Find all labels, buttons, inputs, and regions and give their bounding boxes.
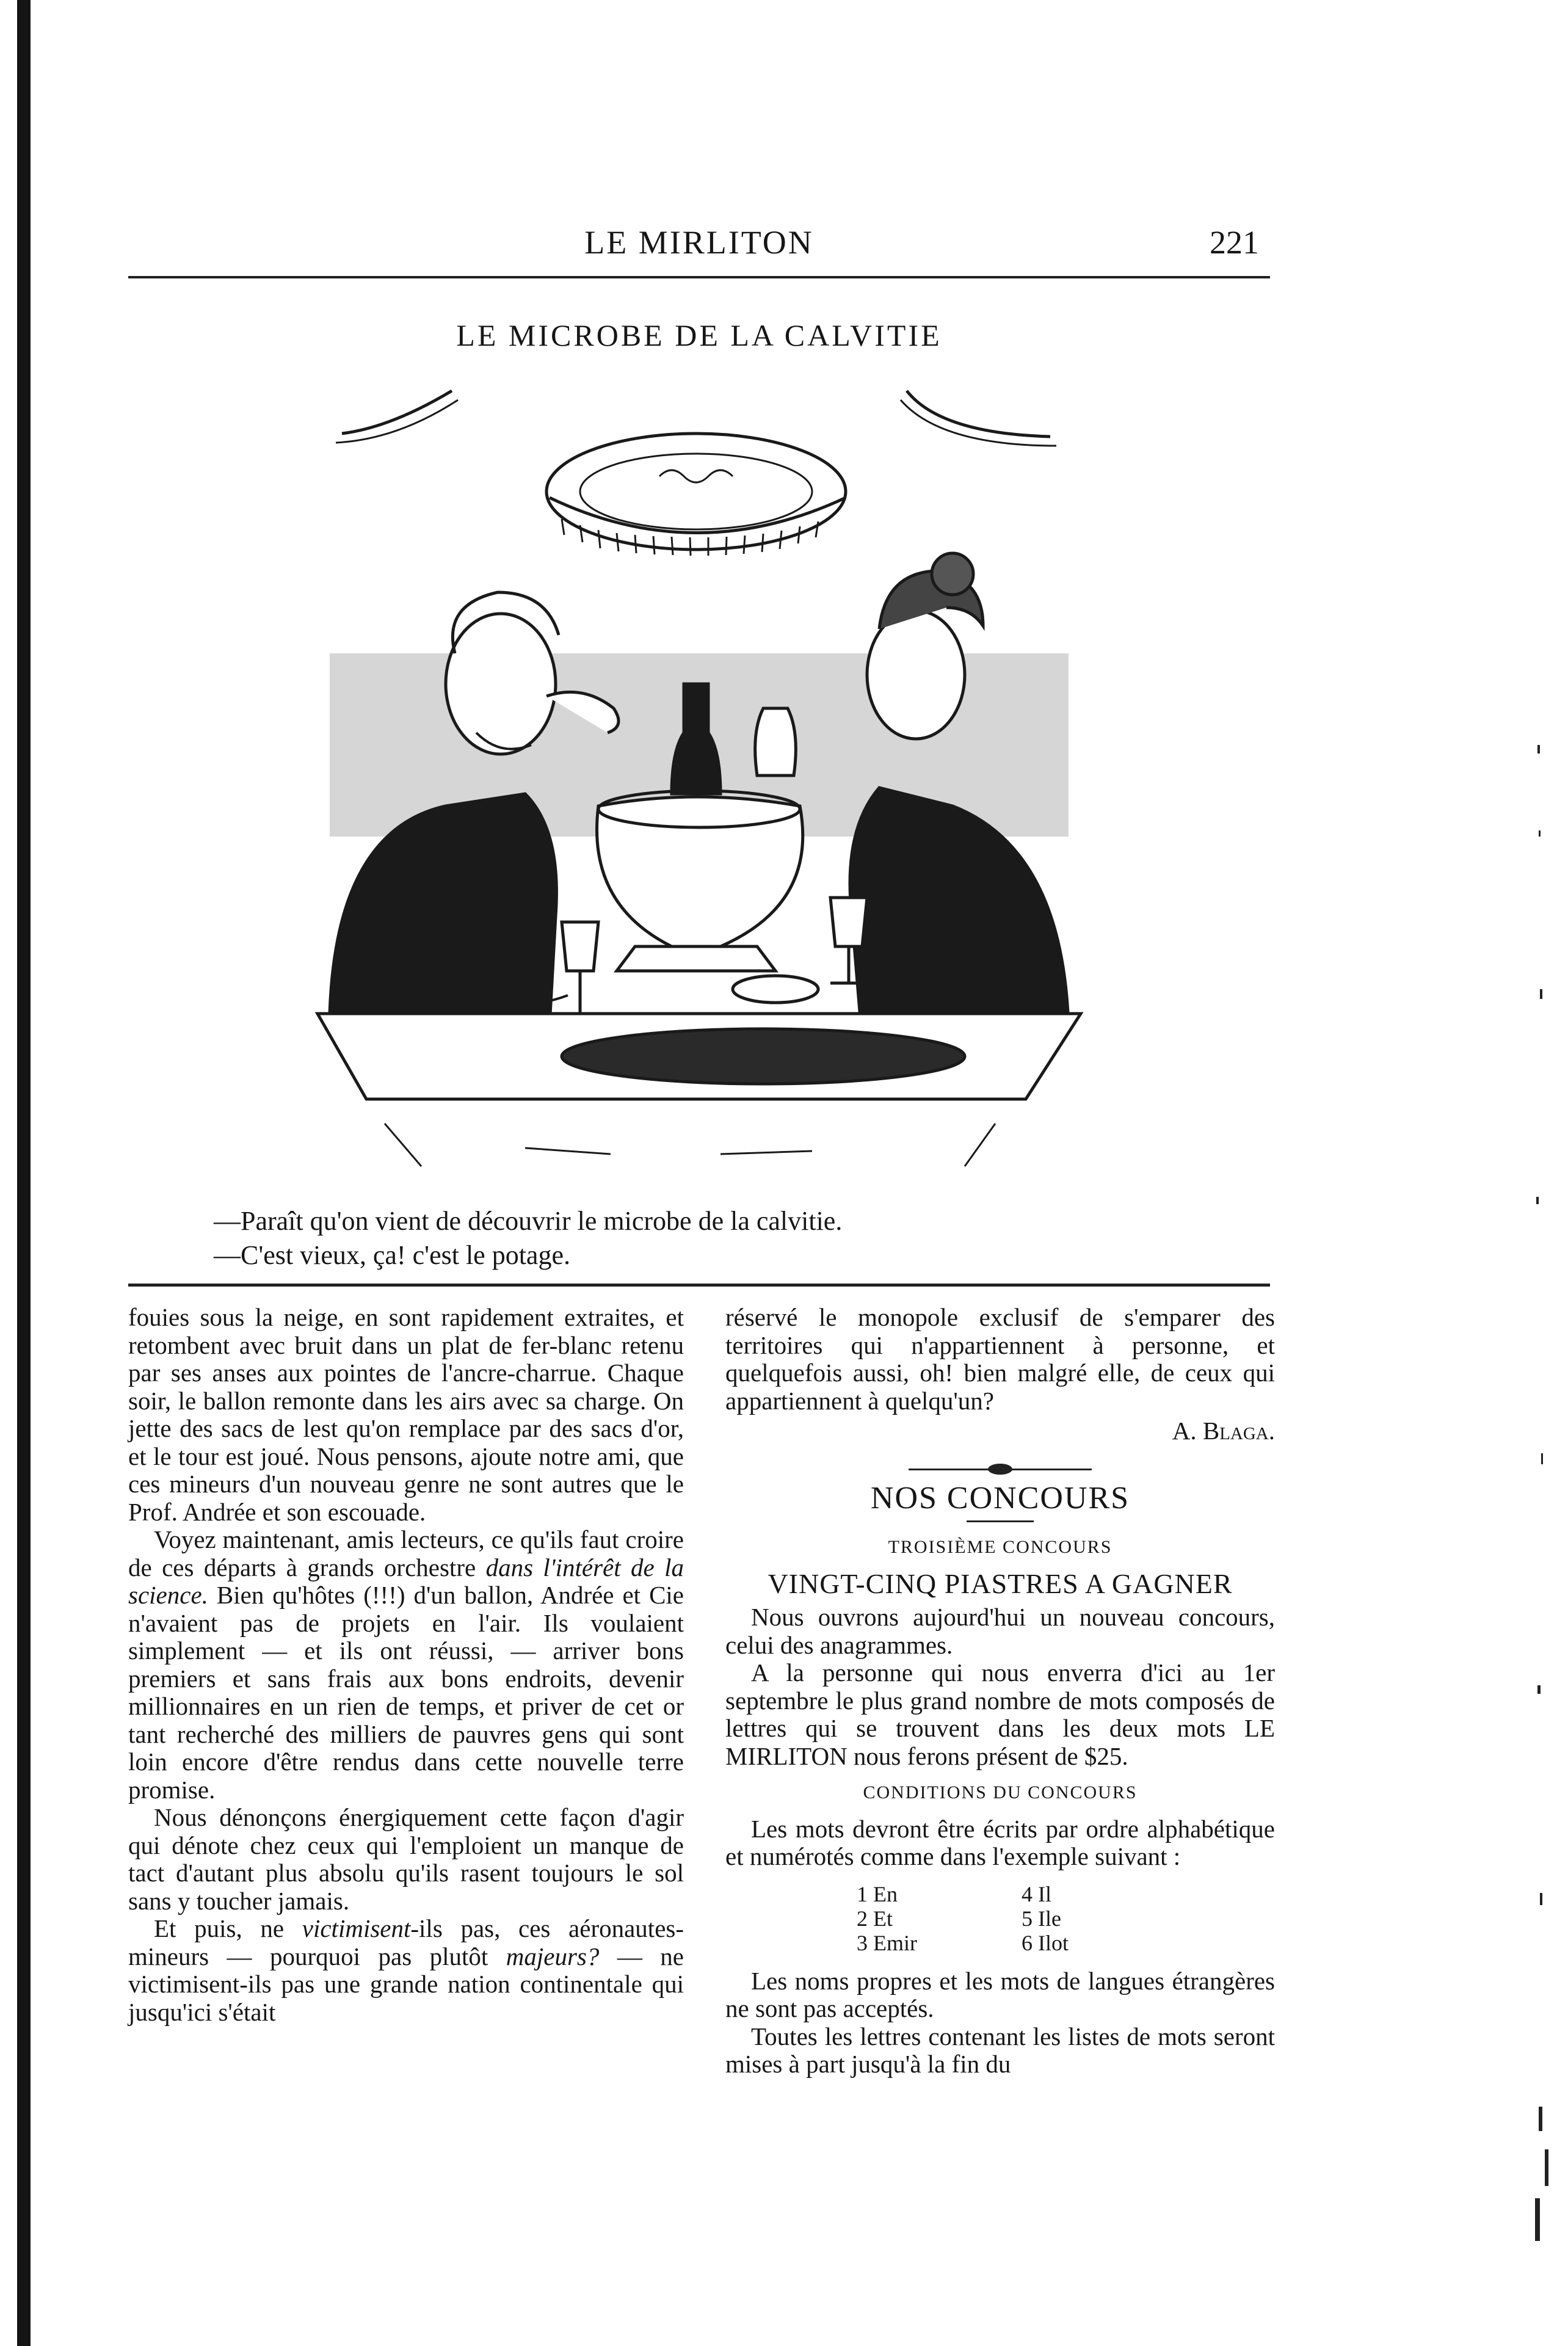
illustration-caption	[214, 1204, 1252, 1273]
caption-line: —C'est vieux, ça! c'est le potage.	[214, 1240, 570, 1270]
example-word: 6 Ilot	[1022, 1930, 1069, 1955]
short-rule	[967, 1520, 1034, 1522]
left-column	[128, 1304, 684, 2026]
text-run: Voyez maintenant, amis lecteurs, ce qu'ils faut croire de ces départs à grands orchestre	[128, 1525, 684, 1582]
paragraph: fouies sous la neige, en sont rapidement extraites, et retombent avec bruit dans un plat de fer-blanc retenu par ses anses aux pointes de l'ancre-charrue. Chaque soir, le ballon remonte dans les airs avec sa charge. On jette des sacs de lest qu'on remplace par des sacs d'or, et le tour est joué. Nous pensons, ajoute notre ami, que ces mineurs d'un nouveau genre ne sont autres que le Prof. Andrée et son escouade.	[128, 1303, 684, 1526]
article-title: LE MICROBE DE LA CALVITIE	[456, 318, 942, 352]
paragraph: Toutes les lettres contenant les listes de mots seront mises à part jusqu'à la fin du	[725, 2022, 1275, 2078]
text-run: — ne victimisent-ils pas une grande nation continentale qui jusqu'ici s'était	[128, 1942, 684, 2026]
cartoon-illustration	[293, 366, 1099, 1185]
conditions-heading: CONDITIONS DU CONCOURS	[863, 1782, 1138, 1803]
scan-edge-specks	[1533, 733, 1557, 2320]
text-run: -ils pas, ces aéronautes-mineurs — pourquoi pas plutôt	[128, 1914, 684, 1970]
paragraph: Nous ouvrons aujourd'hui un nouveau concours, celui des anagrammes.	[725, 1603, 1275, 1659]
paragraph	[128, 1915, 684, 2026]
prize-heading: VINGT-CINQ PIASTRES A GAGNER	[768, 1567, 1233, 1599]
paragraph: réservé le monopole exclusif de s'emparer des territoires qui n'appartiennent à personne, et quelquefois aussi, oh! bien malgré elle, de ceux qui appartiennent à quelqu'un?	[725, 1303, 1275, 1415]
section-title: NOS CONCOURS	[870, 1480, 1130, 1516]
author-signature: A. Blaga.	[1172, 1417, 1275, 1445]
header-rule	[128, 276, 1270, 278]
example-word: 3 Emir	[857, 1930, 917, 1955]
page-number: 221	[1210, 224, 1259, 261]
example-word: 1 En	[857, 1881, 898, 1906]
section-rule	[128, 1284, 1270, 1287]
right-column	[725, 1304, 1275, 2079]
paragraph: Les noms propres et les mots de langues étrangères ne sont pas acceptés.	[725, 1966, 1275, 2022]
caption-line: —Paraît qu'on vient de découvrir le microbe de la calvitie.	[214, 1206, 843, 1236]
binding-edge	[17, 0, 31, 2346]
anagram-examples	[725, 1882, 1275, 1955]
example-word: 2 Et	[857, 1906, 893, 1931]
example-word: 5 Ile	[1022, 1906, 1061, 1931]
example-word: 4 Il	[1022, 1881, 1051, 1906]
italic-run: victimisent	[302, 1914, 411, 1942]
contest-number: TROISIÈME CONCOURS	[888, 1537, 1112, 1557]
italic-run: dans l'intérêt de la science.	[128, 1553, 684, 1609]
ornament-divider	[909, 1460, 1092, 1478]
running-title: LE MIRLITON	[584, 224, 814, 261]
page-header	[128, 219, 1270, 274]
paragraph: Les mots devront être écrits par ordre alphabétique et numérotés comme dans l'exemple suivant :	[725, 1814, 1275, 1870]
text-run: Et puis, ne	[154, 1914, 302, 1942]
text-run: Bien qu'hôtes (!!!) d'un ballon, Andrée et Cie n'avaient pas de projets en l'air. Ils voulaient simplement — et ils ont réussi, — arriver bons premiers et sans frais aux bons endroits, devenir millionnaires en un rien de temps, et priver de cet or tant recherché des milliers de pauvres gens qui sont loin encore d'être rendus dans cette nouvelle terre promise.	[128, 1581, 684, 1804]
paragraph	[128, 1526, 684, 1804]
paragraph: Nous dénonçons énergiquement cette façon d'agir qui dénote chez ceux qui l'emploient un manque de tact d'autant plus absolu qu'ils rasent toujours le sol sans y toucher jamais.	[128, 1803, 684, 1915]
italic-run: majeurs?	[506, 1942, 600, 1970]
paragraph: A la personne qui nous enverra d'ici au 1er septembre le plus grand nombre de mots composés de lettres qui se trouvent dans les deux mots LE MIRLITON nous ferons présent de $25.	[725, 1658, 1275, 1770]
